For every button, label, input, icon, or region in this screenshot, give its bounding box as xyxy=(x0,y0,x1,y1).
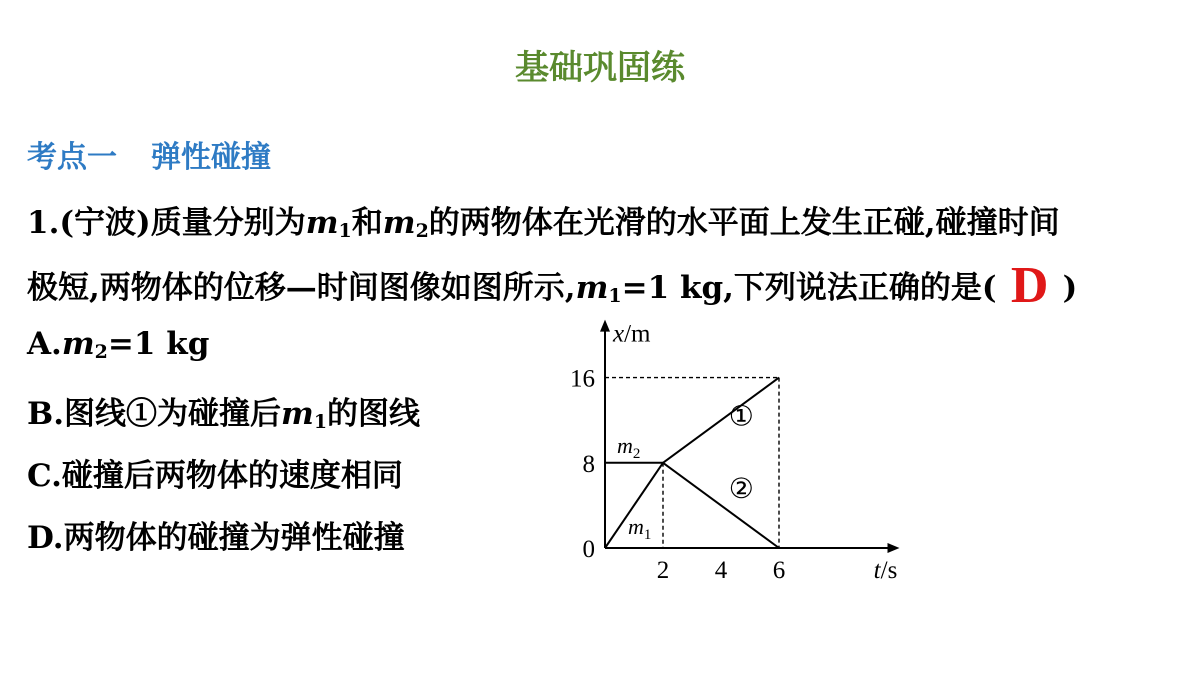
option-a xyxy=(27,326,209,363)
x-tick-label: 4 xyxy=(714,557,728,584)
series-line-② xyxy=(663,463,779,548)
x-axis-arrow xyxy=(888,543,900,553)
label-line-1: ① xyxy=(728,401,754,433)
y-axis-arrow xyxy=(600,320,610,332)
section-topic: 弹性碰撞 xyxy=(151,140,271,175)
y-axis-label: x/m xyxy=(613,320,651,348)
y-tick-label: 0 xyxy=(582,536,595,563)
question-line-1 xyxy=(27,197,1060,242)
question-text: 和 xyxy=(351,205,383,241)
option-c: C.碰撞后两物体的速度相同 xyxy=(27,458,403,494)
section-heading xyxy=(27,132,271,176)
label-m2: $m_2$ xyxy=(617,432,641,462)
position-time-graph xyxy=(560,318,898,588)
question-text: 的两物体在光滑的水平面上发生正碰,碰撞时间 xyxy=(428,205,1060,241)
option-b xyxy=(27,388,420,433)
var-m: m xyxy=(281,396,314,432)
page-title: 基础巩固练 xyxy=(515,48,685,88)
x-axis-label: t/s xyxy=(873,557,898,584)
chart-root xyxy=(570,320,900,584)
answer-mark: D xyxy=(1010,257,1049,314)
label-m1: $m_1$ xyxy=(628,514,652,543)
subscript: 1 xyxy=(338,220,352,242)
var-m: m xyxy=(305,205,339,241)
subscript: 1 xyxy=(313,411,328,433)
section-number: 考点一 xyxy=(27,140,117,175)
option-text: 的图线 xyxy=(327,396,421,432)
var-m: m xyxy=(575,270,609,306)
y-tick-label: 16 xyxy=(570,365,595,393)
subscript: 2 xyxy=(415,220,429,242)
option-d: D.两物体的碰撞为弹性碰撞 xyxy=(27,520,405,556)
var-m: m xyxy=(61,326,95,362)
question-text: ) xyxy=(1062,270,1078,306)
question-text: =1 kg,下列说法正确的是( xyxy=(621,270,997,306)
option-text: A. xyxy=(27,326,62,362)
option-text: B.图线①为碰撞后 xyxy=(27,396,281,432)
var-m: m xyxy=(382,205,416,241)
subscript: 2 xyxy=(94,341,108,363)
subscript: 1 xyxy=(608,285,622,307)
label-line-2: ② xyxy=(728,473,754,505)
series-line-① xyxy=(663,378,779,463)
question-line-2 xyxy=(27,257,1078,314)
option-text: =1 kg xyxy=(107,326,210,362)
x-tick-label: 2 xyxy=(656,557,670,584)
question-text: 极短,两物体的位移—时间图像如图所示, xyxy=(27,270,576,306)
x-tick-label: 6 xyxy=(772,557,786,584)
question-text: 1.(宁波)质量分别为 xyxy=(27,205,306,241)
y-tick-label: 8 xyxy=(582,450,595,478)
